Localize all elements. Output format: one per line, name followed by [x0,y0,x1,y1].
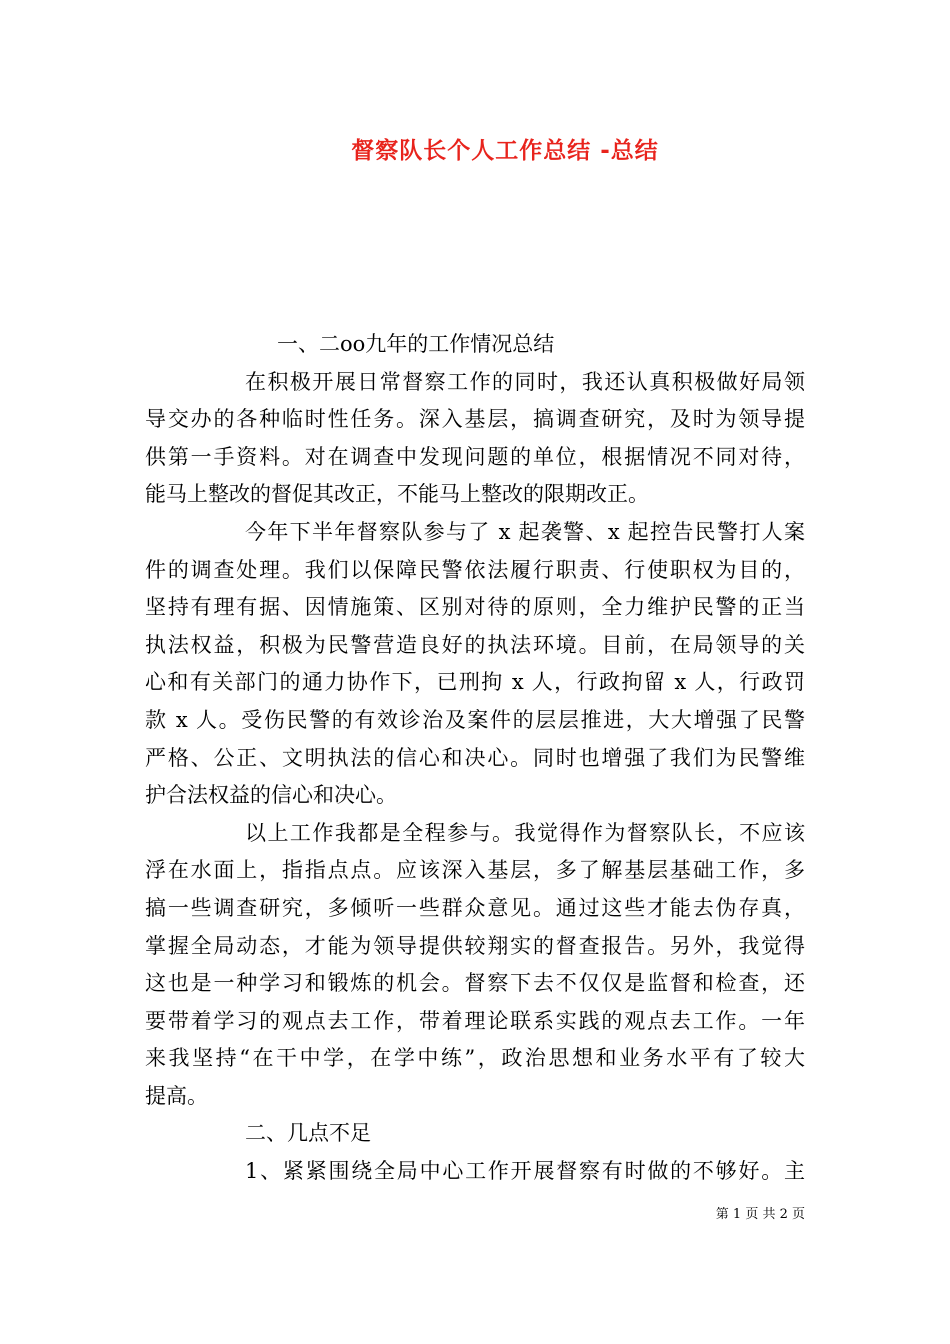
paragraph-line: 以上工作我都是全程参与。我觉得作为督察队长，不应该 [245,820,805,845]
paragraph-1 [145,364,805,514]
paragraph-line: 掌握全局动态，才能为领导提供较翔实的督查报告。另外，我觉得 [145,933,805,958]
paragraph-line: 款 x 人。受伤民警的有效诊治及案件的层层推进，大大增强了民警 [145,707,805,732]
document-body [145,326,805,1191]
document-title: 督察队长个人工作总结 -总结 [351,138,659,164]
paragraph-line: 提高。 [145,1083,208,1108]
paragraph-line: 供第一手资料。对在调查中发现问题的单位，根据情况不同对待， [145,444,805,469]
paragraph-line: 执法权益，积极为民警营造良好的执法环境。目前，在局领导的关 [145,632,805,657]
page-number: 第 1 页 共 2 页 [715,1207,805,1222]
paragraph-line: 来我坚持“在干中学，在学中练”，政治思想和业务水平有了较大 [145,1046,805,1071]
paragraph-line: 严格、公正、文明执法的信心和决心。同时也增强了我们为民警维 [145,745,805,770]
section-heading-1: 一、二oo九年的工作情况总结 [277,332,555,356]
paragraph-line: 导交办的各种临时性任务。深入基层，搞调查研究，及时为领导提 [145,407,805,432]
paragraph-line: 搞一些调查研究，多倾听一些群众意见。通过这些才能去伪存真， [145,895,805,920]
paragraph-line: 今年下半年督察队参与了 x 起袭警、x 起控告民警打人案 [245,519,805,544]
paragraph-3 [145,815,805,1116]
list-item-1: 1、紧紧围绕全局中心工作开展督察有时做的不够好。主 [245,1159,805,1184]
paragraph-2 [145,514,805,815]
paragraph-line: 护合法权益的信心和决心。 [145,783,397,808]
paragraph-line: 要带着学习的观点去工作，带着理论联系实践的观点去工作。一年 [145,1008,805,1033]
paragraph-line: 心和有关部门的通力协作下，已刑拘 x 人，行政拘留 x 人，行政罚 [145,670,805,695]
paragraph-line: 这也是一种学习和锻炼的机会。督察下去不仅仅是监督和检查，还 [145,971,805,996]
paragraph-line: 浮在水面上，指指点点。应该深入基层，多了解基层基础工作，多 [145,858,805,883]
paragraph-line: 能马上整改的督促其改正，不能马上整改的限期改正。 [145,482,649,507]
section-heading-2: 二、几点不足 [245,1121,371,1146]
paragraph-line: 在积极开展日常督察工作的同时，我还认真积极做好局领 [245,369,805,394]
paragraph-line: 件的调查处理。我们以保障民警依法履行职责、行使职权为目的， [145,557,805,582]
paragraph-line: 坚持有理有据、因情施策、区别对待的原则，全力维护民警的正当 [145,595,805,620]
